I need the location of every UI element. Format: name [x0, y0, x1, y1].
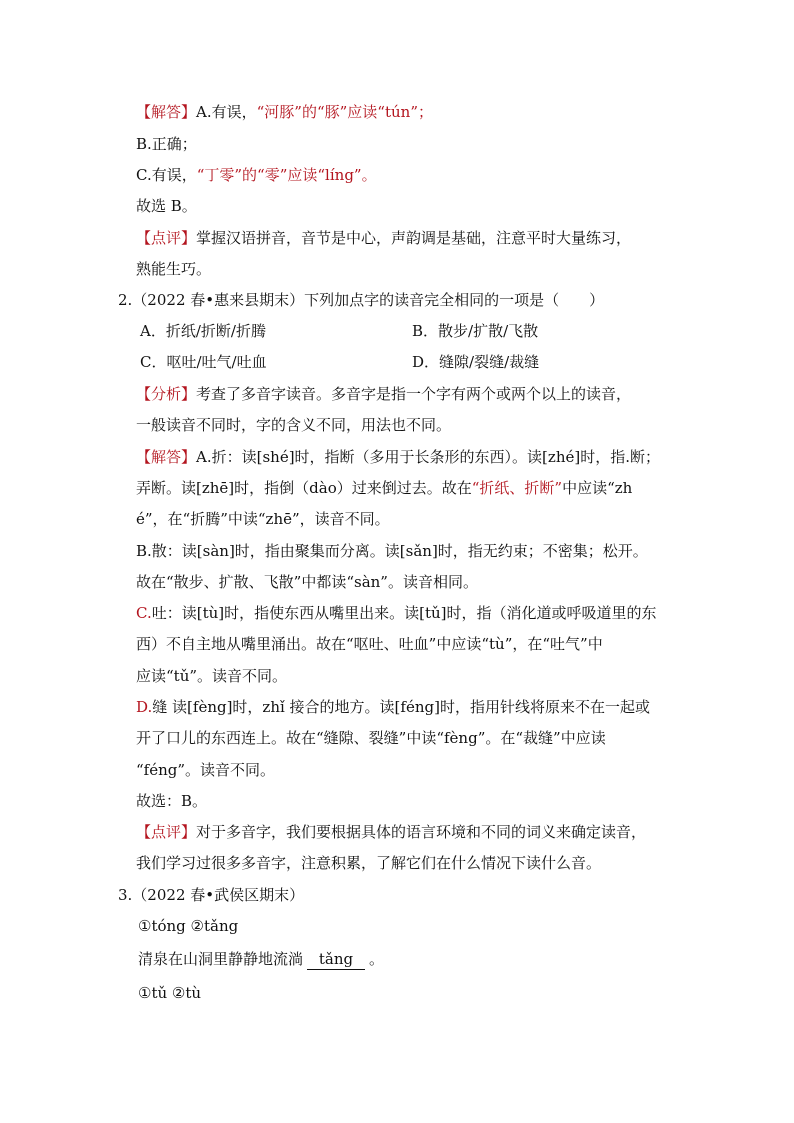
q1-choose: 故选 B。	[136, 197, 197, 215]
q2-comment-2: 我们学习过很多多音字，注意积累，了解它们在什么情况下读什么音。	[136, 854, 602, 872]
q2-answer-d3: “féng”。读音不同。	[136, 761, 276, 779]
q3-stem: 3.（2022 春•武侯区期末）	[118, 886, 305, 904]
q2-answer-c1: C.吐：读[tù]时，指使东西从嘴里出来。读[tǔ]时，指（消化道或呼吸道里的东	[136, 604, 657, 622]
q2-answer-b1: B.散：读[sàn]时，指由聚集而分离。读[sǎn]时，指无约束；不密集；松开。	[136, 542, 648, 560]
q3-sentence: 清泉在山洞里静静地流淌 tǎng 。	[138, 950, 385, 968]
q1-answer-b: B.正确；	[136, 135, 197, 153]
q2-option-a: A．折纸/折断/折腾	[140, 322, 266, 340]
q1-comment-2: 熟能生巧。	[136, 260, 212, 278]
q2-option-c: C．呕吐/吐气/吐血	[140, 353, 267, 371]
q1-comment-1: 【点评】掌握汉语拼音，音节是中心，声韵调是基础，注意平时大量练习，	[136, 229, 632, 247]
q2-answer-d1: D.缝 读[fèng]时，zhǐ 接合的地方。读[féng]时，指用针线将原来不在一起或	[136, 698, 650, 716]
q2-answer-c2: 西）不自主地从嘴里涌出。故在“呕吐、吐血”中应读“tù”，在“吐气”中	[136, 635, 603, 653]
q2-option-b: B．散步/扩散/飞散	[412, 322, 539, 340]
q2-analysis-2: 一般读音不同时，字的含义不同，用法也不同。	[136, 416, 452, 434]
q2-stem: 2.（2022 春•惠来县期末）下列加点字的读音完全相同的一项是（ ）	[118, 291, 605, 309]
q2-answer-a2: 弄断。读[zhē]时，指倒（dào）过来倒过去。故在“折纸、折断”中应读“zh	[136, 479, 633, 497]
q2-option-d: D．缝隙/裂缝/裁缝	[412, 353, 540, 371]
q2-comment-1: 【点评】对于多音字，我们要根据具体的语言环境和不同的词义来确定读音，	[136, 823, 647, 841]
q3-answer-blank: tǎng	[307, 949, 365, 970]
q3-options-1: ①tóng ②tǎng	[138, 917, 239, 935]
q2-answer-a3: é”，在“折腾”中读“zhē”，读音不同。	[136, 510, 390, 528]
q2-answer-a1: 【解答】A.折：读[shé]时，指断（多用于长条形的东西）。读[zhé]时，指.断；	[136, 448, 660, 466]
q1-answer-a: 【解答】A.有误，“河豚”的“豚”应读“tún”；	[136, 103, 433, 121]
q2-analysis-1: 【分析】考查了多音字读音。多音字是指一个字有两个或两个以上的读音，	[136, 385, 632, 403]
q2-answer-d2: 开了口儿的东西连上。故在“缝隙、裂缝”中读“fèng”。在“裁缝”中应读	[136, 729, 606, 747]
q1-answer-c: C.有误，“丁零”的“零”应读“líng”。	[136, 166, 377, 184]
q2-answer-c3: 应读“tǔ”。读音不同。	[136, 667, 288, 685]
q3-options-2: ①tǔ ②tù	[138, 984, 202, 1002]
q2-answer-b2: 故在“散步、扩散、飞散”中都读“sàn”。读音相同。	[136, 573, 478, 591]
q2-choose: 故选：B。	[136, 792, 208, 810]
